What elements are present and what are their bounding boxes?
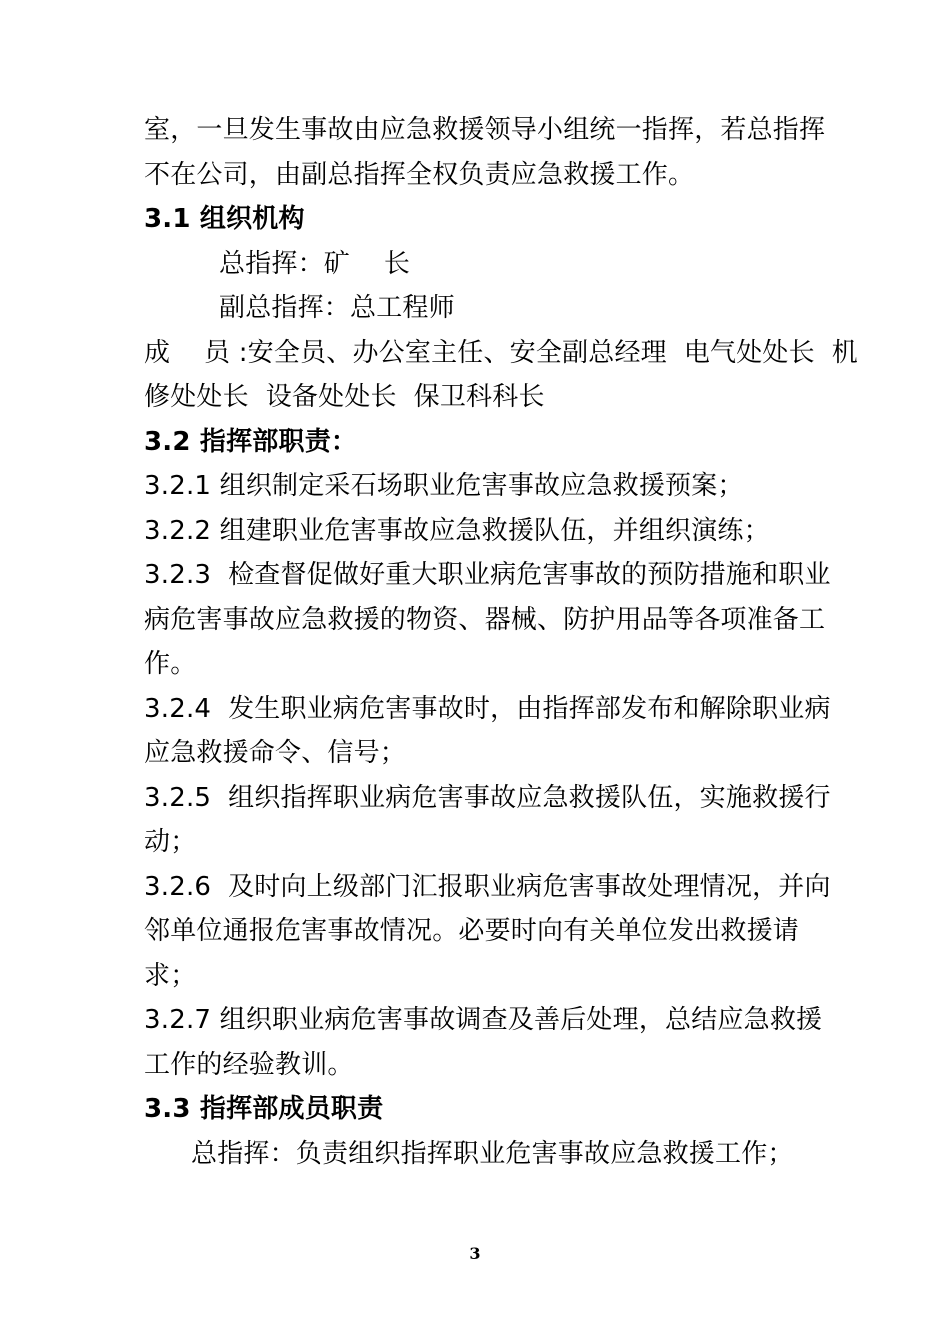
body-line: 不在公司，由副总指挥全权负责应急救援工作。	[144, 160, 695, 190]
body-line: 邻单位通报危害事故情况。必要时向有关单位发出救援请	[144, 916, 800, 946]
body-line: 3.2.3 检查督促做好重大职业病危害事故的预防措施和职业	[144, 560, 831, 590]
body-line: 动；	[144, 827, 197, 857]
body-line: 室，一旦发生事故由应急救援领导小组统一指挥，若总指挥	[144, 115, 826, 145]
body-line: 应急救援命令、信号；	[144, 738, 407, 768]
body-line: 病危害事故应急救援的物资、器械、防护用品等各项准备工	[144, 605, 826, 635]
body-line: 作。	[144, 649, 197, 679]
body-line: 3.2.7 组织职业病危害事故调查及善后处理，总结应急救援	[144, 1005, 823, 1035]
section-heading-3-3: 3.3 指挥部成员职责	[144, 1094, 384, 1124]
section-heading-3-1: 3.1 组织机构	[144, 204, 305, 234]
members-line: 成 员 :安全员、办公室主任、安全副总经理 电气处处长 机	[144, 338, 858, 368]
body-line: 3.2.1 组织制定采石场职业危害事故应急救援预案；	[144, 471, 744, 501]
members-line-cont: 修处处长 设备处处长 保卫科科长	[144, 382, 545, 412]
body-line: 求；	[144, 961, 197, 991]
section-heading-3-2: 3.2 指挥部职责：	[144, 427, 358, 457]
body-line: 总指挥：负责组织指挥职业危害事故应急救援工作；	[191, 1139, 794, 1169]
commander-line: 总指挥：矿 长	[219, 249, 411, 279]
body-line: 3.2.6 及时向上级部门汇报职业病危害事故处理情况，并向	[144, 872, 831, 902]
body-line: 工作的经验教训。	[144, 1050, 354, 1080]
body-line: 3.2.5 组织指挥职业病危害事故应急救援队伍，实施救援行	[144, 783, 831, 813]
body-line: 3.2.2 组建职业危害事故应急救援队伍，并组织演练；	[144, 516, 770, 546]
body-line: 3.2.4 发生职业病危害事故时，由指挥部发布和解除职业病	[144, 694, 831, 724]
deputy-commander-line: 副总指挥：总工程师	[219, 293, 455, 323]
page-number: 3	[469, 1244, 481, 1263]
